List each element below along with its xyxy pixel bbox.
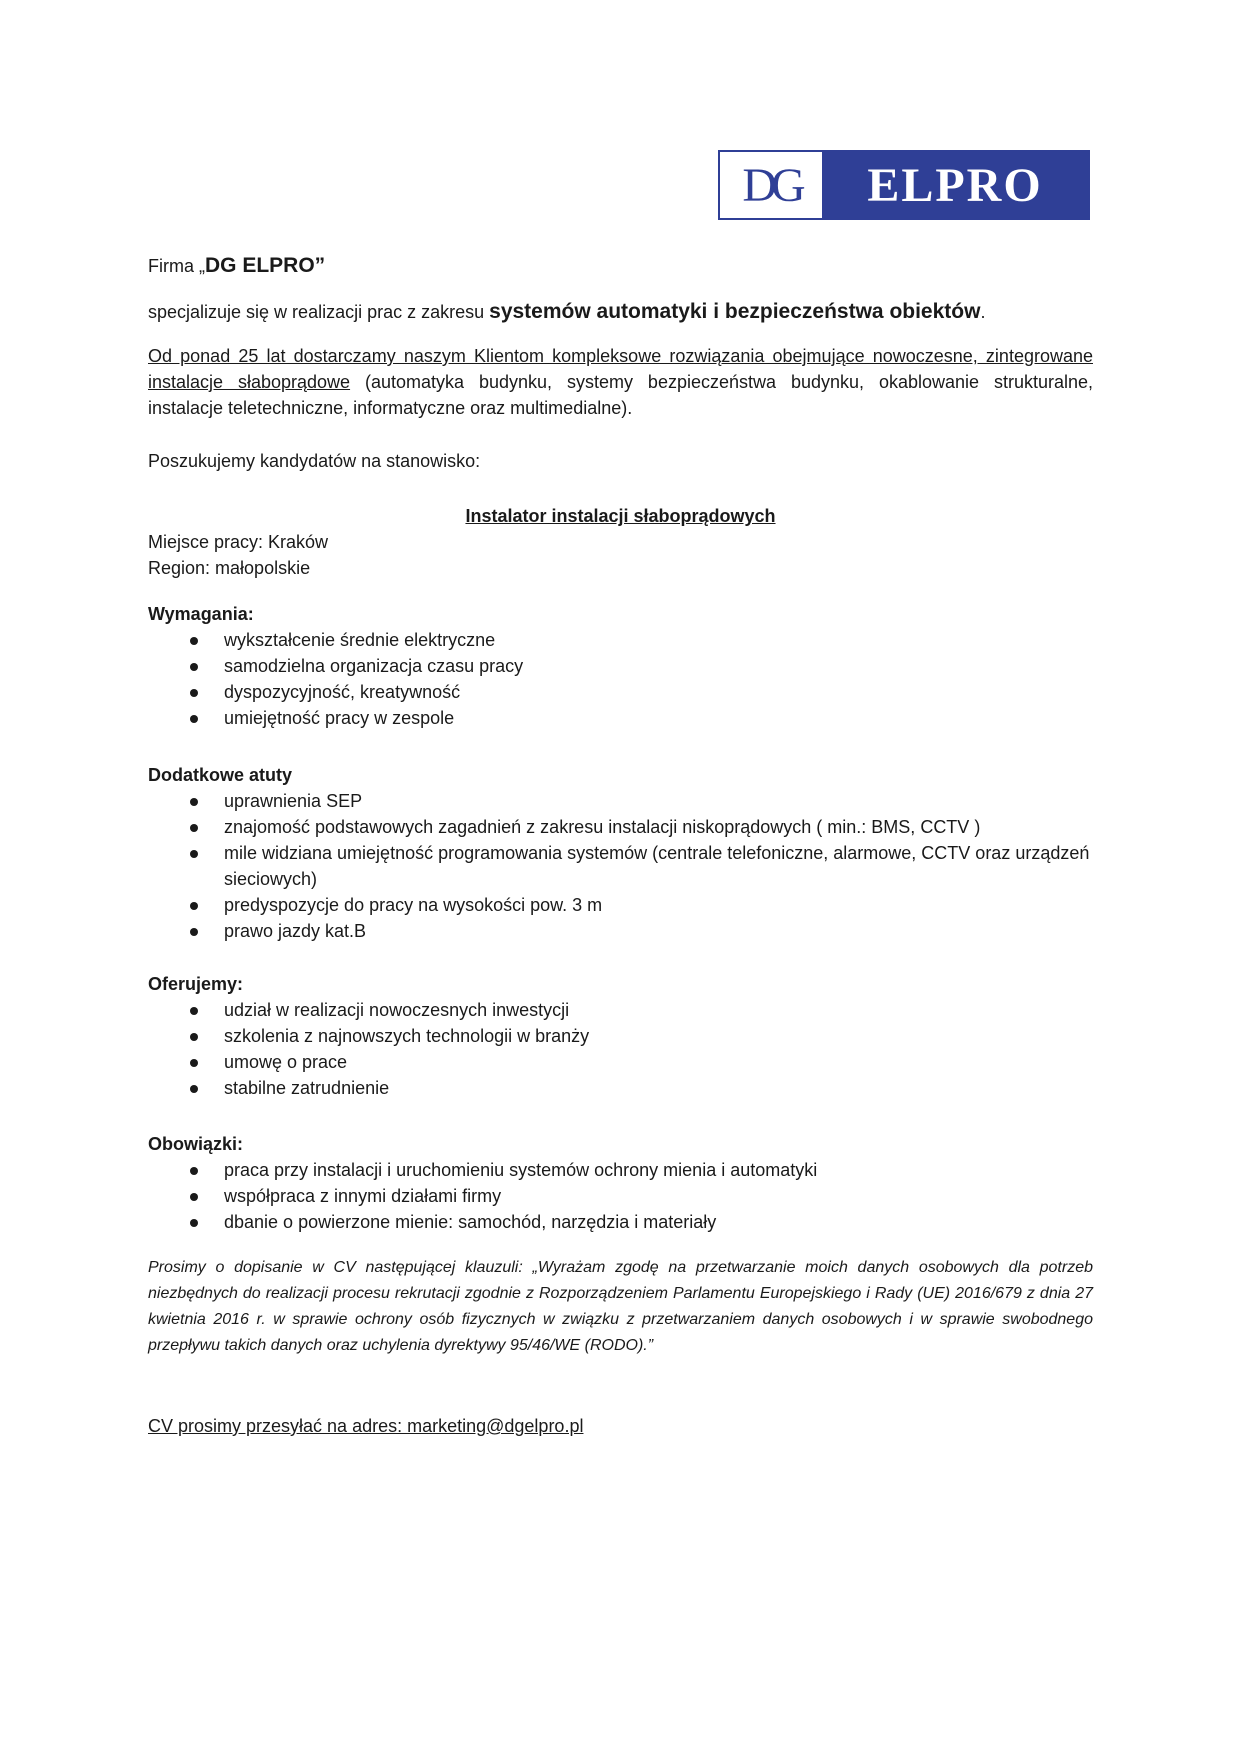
list-item: mile widziana umiejętność programowania systemów (centrale telefoniczne, alarmowe, CCTV oraz urządzeń sieciowych): [148, 840, 1093, 892]
spec-suffix: .: [980, 302, 986, 322]
firm-name: DG ELPRO”: [205, 254, 326, 277]
offer-list: [148, 997, 1093, 1101]
bullet-icon: [190, 1167, 198, 1175]
intro-underlined: Od ponad 25 lat dostarczamy naszym Klientom kompleksowe rozwiązania obejmujące nowoczesne, zintegrowane instalacje słaboprądowe: [148, 346, 1093, 392]
offer-heading: Oferujemy:: [148, 974, 244, 994]
bullet-icon: [190, 824, 198, 832]
firm-line: [148, 253, 325, 279]
requirements-heading: Wymagania:: [148, 604, 254, 624]
extras-list: [148, 788, 1093, 944]
list-item: udział w realizacji nowoczesnych inwestycji: [148, 997, 1093, 1023]
gdpr-consent-clause: Prosimy o dopisanie w CV następującej klauzuli: „Wyrażam zgodę na przetwarzanie moich danych osobowych dla potrzeb niezbędnych do realizacji procesu rekrutacji zgodnie z Rozporządzeniem Parlamentu Europejskiego i Rady (UE) 2016/679 z dnia 27 kwietnia 2016 r. w sprawie ochrony osób fizycznych w związku z przetwarzaniem danych osobowych i w sprawie swobodnego przepływu takich danych oraz uchylenia dyrektywy 95/46/WE (RODO).”: [148, 1259, 1093, 1354]
list-item: znajomość podstawowych zagadnień z zakresu instalacji niskoprądowych ( min.: BMS, CCTV ): [148, 814, 1093, 840]
bullet-icon: [190, 663, 198, 671]
list-item: prawo jazdy kat.B: [148, 918, 1093, 944]
requirements-list: [148, 627, 1093, 731]
work-region: Region: małopolskie: [148, 558, 311, 578]
list-item: współpraca z innymi działami firmy: [148, 1183, 1093, 1209]
position-title: Instalator instalacji słaboprądowych: [465, 506, 776, 526]
intro-rest: (automatyka budynku, systemy bezpieczeństwa budynku, okablowanie strukturalne, instalacje teletechniczne, informatyczne oraz multimedialne).: [148, 372, 1093, 418]
list-item: dbanie o powierzone mienie: samochód, narzędzia i materiały: [148, 1209, 1093, 1235]
list-item: wykształcenie średnie elektryczne: [148, 627, 1093, 653]
duties-list: [148, 1157, 1093, 1235]
bullet-icon: [190, 637, 198, 645]
specialization-line: [148, 299, 985, 325]
list-item: szkolenia z najnowszych technologii w branży: [148, 1023, 1093, 1049]
firm-prefix: Firma „: [148, 256, 205, 276]
offer-section: [148, 971, 1093, 1101]
list-item: praca przy instalacji i uruchomieniu systemów ochrony mienia i automatyki: [148, 1157, 1093, 1183]
list-item: dyspozycyjność, kreatywność: [148, 679, 1093, 705]
bullet-icon: [190, 928, 198, 936]
duties-section: [148, 1131, 1093, 1235]
list-item: stabilne zatrudnienie: [148, 1075, 1093, 1101]
logo-dg-mark: DG: [720, 152, 822, 218]
requirements-section: [148, 601, 1093, 731]
bullet-icon: [190, 689, 198, 697]
bullet-icon: [190, 1059, 198, 1067]
seeking-line: Poszukujemy kandydatów na stanowisko:: [148, 451, 481, 471]
extras-section: [148, 762, 1093, 944]
extras-heading: Dodatkowe atuty: [148, 765, 293, 785]
bullet-icon: [190, 715, 198, 723]
list-item: umiejętność pracy w zespole: [148, 705, 1093, 731]
bullet-icon: [190, 1219, 198, 1227]
logo-elpro-mark: ELPRO: [822, 152, 1088, 218]
cv-contact-line: CV prosimy przesyłać na adres: marketing@dgelpro.pl: [148, 1416, 584, 1436]
bullet-icon: [190, 1193, 198, 1201]
list-item: umowę o prace: [148, 1049, 1093, 1075]
bullet-icon: [190, 798, 198, 806]
spec-prefix: specjalizuje się w realizacji prac z zakresu: [148, 302, 490, 322]
spec-strong: systemów automatyki i bezpieczeństwa obiektów: [489, 300, 981, 323]
list-item: predyspozycje do pracy na wysokości pow. 3 m: [148, 892, 1093, 918]
duties-heading: Obowiązki:: [148, 1134, 244, 1154]
bullet-icon: [190, 1007, 198, 1015]
company-logo: [718, 150, 1090, 220]
list-item: uprawnienia SEP: [148, 788, 1093, 814]
intro-paragraph: [148, 343, 1093, 421]
list-item: samodzielna organizacja czasu pracy: [148, 653, 1093, 679]
bullet-icon: [190, 1033, 198, 1041]
bullet-icon: [190, 902, 198, 910]
bullet-icon: [190, 1085, 198, 1093]
bullet-icon: [190, 850, 198, 858]
work-place: Miejsce pracy: Kraków: [148, 532, 329, 552]
